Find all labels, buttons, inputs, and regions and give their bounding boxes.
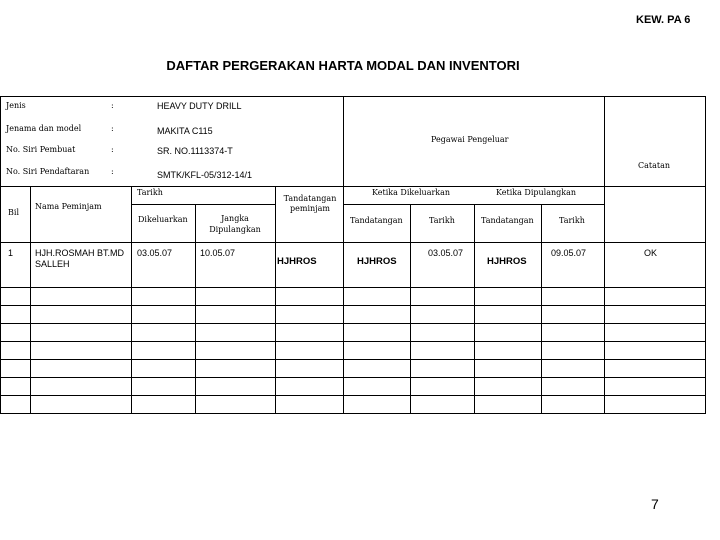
- jenama-label: Jenama dan model: [6, 124, 82, 133]
- colon: :: [111, 101, 114, 110]
- bil-header: Bil: [8, 208, 19, 217]
- jenis-label: Jenis: [6, 101, 26, 110]
- row-1-tarikh-pulang: 09.05.07: [551, 248, 587, 258]
- page-title: DAFTAR PERGERAKAN HARTA MODAL DAN INVENTORI: [166, 58, 520, 73]
- tandatangan-pulang-header: Tandatangan: [481, 216, 534, 225]
- colon: :: [111, 145, 114, 154]
- row-1-tarikh-dikeluarkan: 03.05.07: [137, 248, 173, 258]
- no-siri-pendaftaran-value: SMTK/KFL-05/312-14/1: [157, 170, 253, 180]
- jenama-value: MAKITA C115: [157, 126, 213, 136]
- jangka-dipulangkan-header: Jangka Dipulangkan: [209, 214, 261, 234]
- tarikh-header: Tarikh: [137, 188, 163, 197]
- jenis-value: HEAVY DUTY DRILL: [157, 101, 242, 111]
- row-1-tarikh-jangka: 10.05.07: [200, 248, 236, 258]
- nama-peminjam-header: Nama Peminjam: [35, 202, 102, 211]
- tandatangan-peminjam-header: Tandatangan peminjam: [283, 194, 337, 213]
- row-1-tarikh-keluar: 03.05.07: [428, 248, 464, 258]
- row-1-catatan: OK: [644, 248, 658, 258]
- tarikh-pulang-header: Tarikh: [559, 216, 585, 225]
- tarikh-keluar-header: Tarikh: [429, 216, 455, 225]
- no-siri-pendaftaran-label: No. Siri Pendaftaran: [6, 167, 90, 176]
- colon: :: [111, 124, 114, 133]
- page-number: 7: [651, 496, 659, 512]
- form-code: KEW. PA 6: [636, 14, 691, 26]
- row-1-tandatangan-peminjam: HJHROS: [277, 256, 317, 267]
- ketika-dipulangkan-header: Ketika Dipulangkan: [496, 188, 577, 197]
- colon: :: [111, 167, 114, 176]
- catatan-header: Catatan: [638, 161, 671, 170]
- ketika-dikeluarkan-header: Ketika Dikeluarkan: [372, 188, 451, 197]
- row-1-nama: HJH.ROSMAH BT.MD SALLEH: [35, 248, 125, 269]
- no-siri-pembuat-value: SR. NO.1113374-T: [157, 146, 233, 156]
- tandatangan-keluar-header: Tandatangan: [350, 216, 403, 225]
- pegawai-pengeluar-header: Pegawai Pengeluar: [431, 135, 509, 144]
- row-1-bil: 1: [8, 248, 14, 258]
- dikeluarkan-header: Dikeluarkan: [138, 215, 188, 224]
- row-1-tandatangan-pulang: HJHROS: [487, 256, 527, 267]
- no-siri-pembuat-label: No. Siri Pembuat: [6, 145, 76, 154]
- row-1-tandatangan-keluar: HJHROS: [357, 256, 397, 267]
